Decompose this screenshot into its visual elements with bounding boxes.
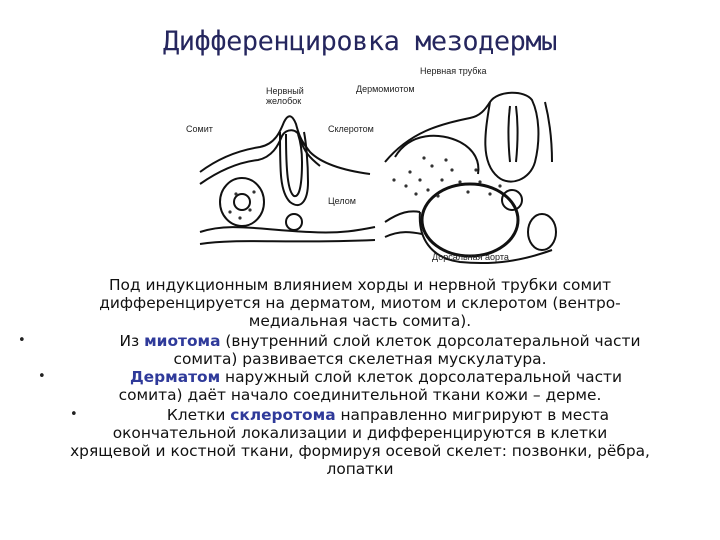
bullet-marker: •: [38, 369, 46, 384]
bullet-marker: •: [70, 407, 78, 422]
text-span: (внутренний слой клеток дорсолатеральной части: [220, 332, 641, 350]
text-line: сомита) развивается скелетная мускулатура.: [173, 350, 547, 368]
text-line-dermatome: [16, 368, 720, 386]
label-sclerotome: Склеротом: [328, 124, 374, 134]
text-line: сомита) даёт начало соединительной ткани кожи – дерме.: [118, 386, 602, 404]
text-line: лопатки: [326, 460, 394, 478]
mesoderm-diagram: [180, 62, 560, 276]
text-line: дифференцируется на дерматом, миотом и склеротом (вентро-: [99, 294, 621, 312]
text-line: медиальная часть сомита).: [248, 312, 472, 330]
text-line: хрящевой и костной ткани, формируя осевой скелет: позвонки, рёбра,: [70, 442, 650, 460]
text-span: наружный слой клеток дорсолатеральной части: [220, 368, 623, 386]
term-myotome: миотома: [144, 332, 221, 350]
text-span: направленно мигрируют в места: [335, 406, 610, 424]
term-sclerotome: склеротома: [230, 406, 336, 424]
text-line: Под индукционным влиянием хорды и нервной трубки сомит: [108, 276, 612, 294]
text-line-sclerotome: [28, 406, 720, 424]
text-span: Из: [119, 332, 145, 350]
label-dermomyotome: Дермомиотом: [356, 84, 415, 94]
embryo-section-illustration: [180, 62, 560, 276]
slide-title: Дифференцировка мезодермы: [163, 26, 557, 57]
bullet-marker: •: [18, 333, 26, 348]
text-line-myotome: [20, 332, 720, 350]
text-span: Клетки: [166, 406, 231, 424]
label-coelom: Целом: [328, 196, 356, 206]
text-line: окончательной локализации и дифференцируются в клетки: [112, 424, 608, 442]
term-dermatome: Дерматом: [129, 368, 221, 386]
label-neural-groove: Нервный желобок: [266, 86, 304, 106]
label-neural-tube: Нервная трубка: [420, 66, 487, 76]
label-somite: Сомит: [186, 124, 213, 134]
label-dorsal-aorta: Дорсальная аорта: [432, 252, 509, 262]
description-text: [0, 276, 720, 516]
